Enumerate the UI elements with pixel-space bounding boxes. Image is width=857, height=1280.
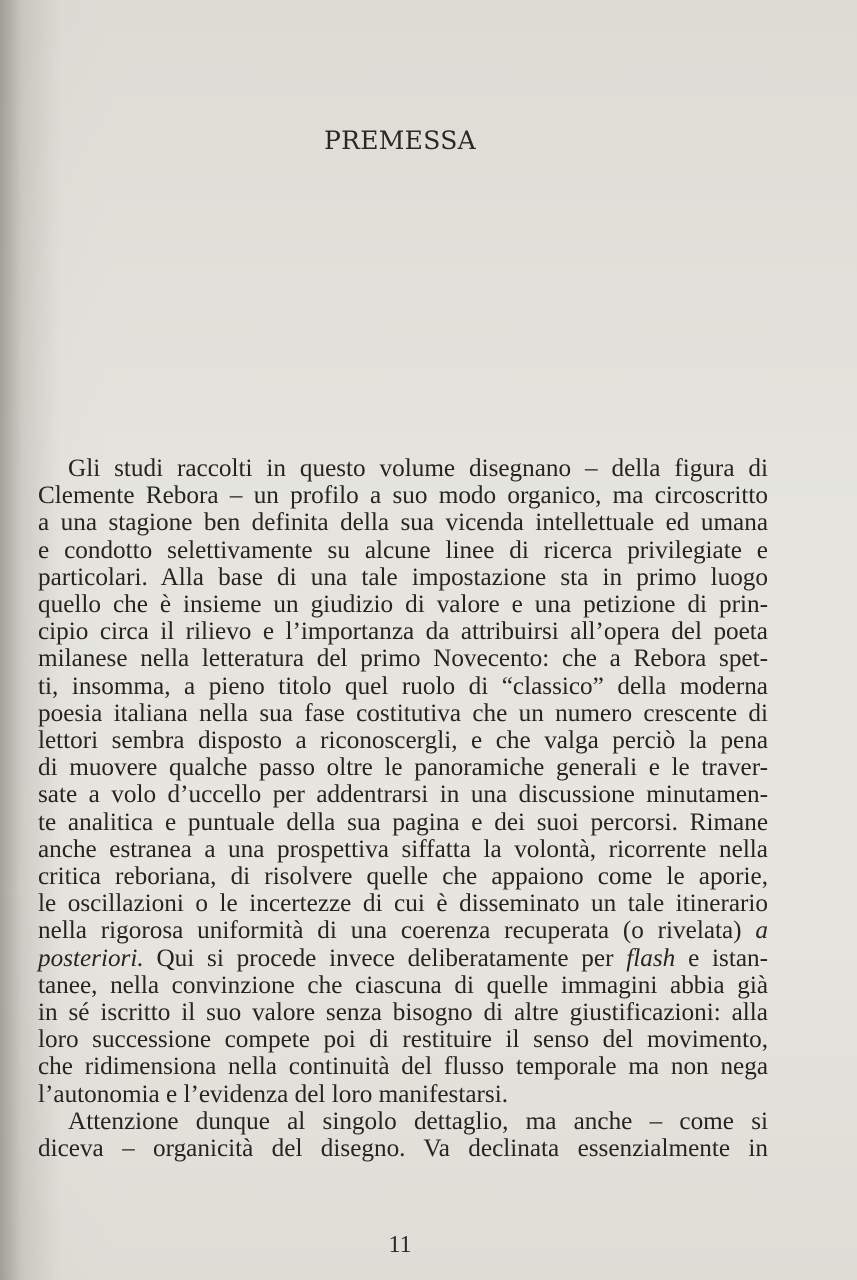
text-line: e condotto selettivamente su alcune linee di ricerca privilegiate e: [38, 536, 768, 564]
text-line: cipio circa il rilievo e l’importanza da attribuirsi all’opera del poeta: [38, 618, 768, 646]
body-text: [38, 455, 768, 1162]
text-line: Attenzione dunque al singolo dettaglio, ma anche – come si: [68, 1107, 768, 1135]
text-line: particolari. Alla base di una tale impostazione sta in primo luogo: [38, 563, 768, 591]
text-line: ti, insomma, a pieno titolo quel ruolo di “classico” della moderna: [38, 672, 768, 700]
italic-text: a: [755, 917, 768, 945]
text-line: Gli studi raccolti in questo volume disegnano – della figura di: [68, 455, 768, 482]
page-number: 11: [388, 1232, 412, 1258]
text-segment: e istan-: [675, 944, 768, 972]
text-line: lettori sembra disposto a riconoscergli, e che valga perciò la pena: [38, 727, 768, 755]
text-line: l’autonomia e l’evidenza del loro manifestarsi.: [38, 1080, 508, 1108]
text-line: Clemente Rebora – un profilo a suo modo organico, ma circoscritto: [38, 482, 768, 510]
text-line: quello che è insieme un giudizio di valore e una petizione di prin-: [38, 591, 768, 619]
text-line: di muovere qualche passo oltre le panoramiche generali e le traver-: [38, 754, 768, 782]
text-line: poesia italiana nella sua fase costitutiva che un numero crescente di: [38, 699, 768, 727]
text-line: [38, 917, 768, 944]
text-segment: nella rigorosa uniformità di una coerenza recuperata (o rivelata): [38, 917, 742, 945]
text-line: tanee, nella convinzione che ciascuna di quelle immagini abbia già: [38, 971, 768, 999]
text-line: te analitica e puntuale della sua pagina e dei suoi percorsi. Rimane: [38, 808, 768, 836]
text-line: diceva – organicità del disegno. Va declinata essenzialmente in: [38, 1135, 768, 1163]
page-title: PREMESSA: [323, 126, 476, 155]
text-line: critica reboriana, di risolvere quelle che appaiono come le aporie,: [38, 863, 768, 891]
italic-text: flash: [626, 944, 676, 972]
text-line: [38, 945, 768, 972]
text-line: sate a volo d’uccello per addentrarsi in una discussione minutamen-: [38, 781, 768, 809]
text-line: loro successione compete poi di restituire il senso del movimento,: [38, 1026, 768, 1054]
text-line: anche estranea a una prospettiva siffatta la volontà, ricorrente nella: [38, 835, 768, 863]
text-line: le oscillazioni o le incertezze di cui è disseminato un tale itinerario: [38, 890, 768, 918]
italic-text: posteriori.: [38, 944, 144, 972]
text-segment: Qui si procede invece deliberatamente per: [143, 944, 627, 972]
text-line: milanese nella letteratura del primo Novecento: che a Rebora spet-: [38, 645, 768, 673]
text-line: che ridimensiona nella continuità del flusso temporale ma non nega: [38, 1053, 768, 1081]
text-line: in sé iscritto il suo valore senza bisogno di altre giustificazioni: alla: [38, 999, 768, 1027]
text-line: a una stagione ben definita della sua vicenda intellettuale ed umana: [38, 509, 768, 537]
